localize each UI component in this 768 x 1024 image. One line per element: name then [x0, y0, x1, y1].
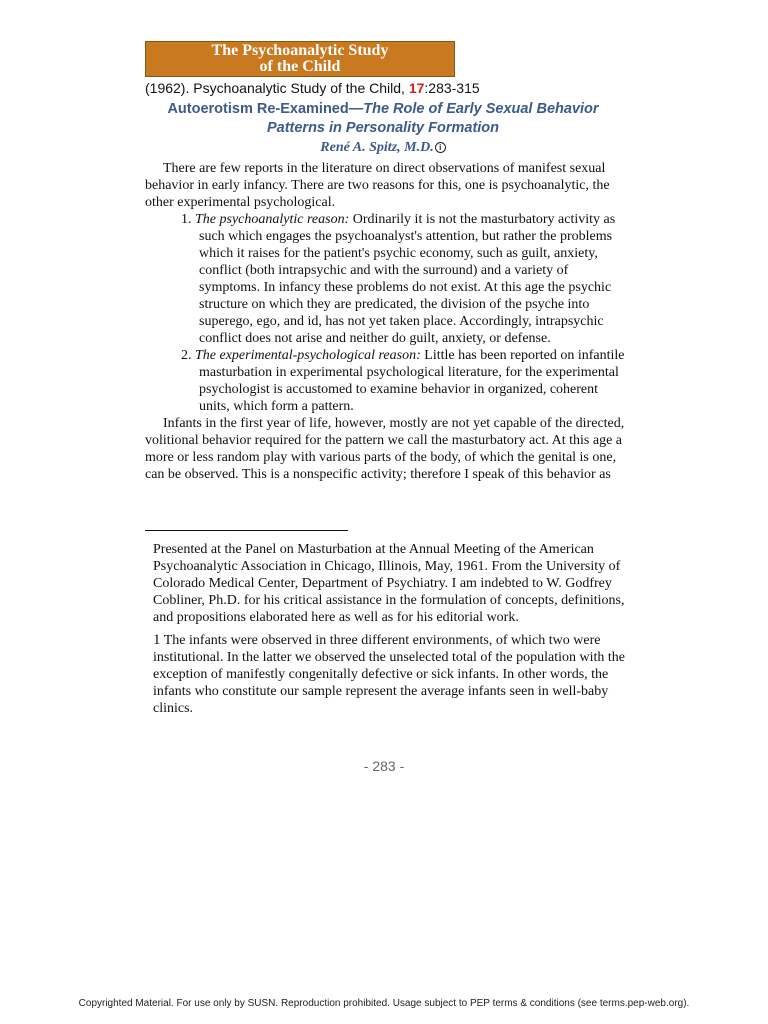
list-item-text: Little has been reported on infantile masturbation in experimental psychological literature, for the experimental psychologist is accustomed to examine behavior in organized, coherent units, which form a pattern.: [199, 348, 625, 414]
footnote-divider: [145, 530, 348, 531]
citation: [145, 79, 625, 97]
citation-prefix: (1962). Psychoanalytic Study of the Child,: [145, 80, 409, 96]
citation-pages: :283-315: [424, 80, 480, 96]
info-icon[interactable]: i: [435, 142, 446, 153]
author-line: [145, 140, 621, 156]
list-item-experimental: [181, 347, 625, 415]
page-number: - 283 -: [363, 758, 405, 774]
footnote-presented: Presented at the Panel on Masturbation at the Annual Meeting of the American Psychoanalytic Association in Chicago, Illinois, May, 1961. From the University of Colorado Medical Center, Department of Psychiatry. I am indebted to W. Godfrey Cobliner, Ph.D. for his critical assistance in the formulation of concepts, definitions, and propositions elaborated here as well as for his editorial work.: [153, 542, 625, 625]
list-item-psychoanalytic: [181, 211, 625, 347]
citation-volume-link[interactable]: 17: [408, 80, 425, 96]
title-part-2: The Role of Early Sexual Behavior Patterns in Personality Formation: [266, 101, 599, 136]
footnote-text: The infants were observed in three different environments, of which two were institutional. In the latter we observed the unselected total of the population with the exception of manifestly congenitally defective or sick infants. In other words, the infants who constitute our sample represent the average infants seen in well-baby clinics.: [153, 633, 625, 716]
journal-banner: [145, 41, 455, 77]
article-body: [145, 160, 625, 483]
article-title: [145, 100, 621, 138]
paragraph-infants: Infants in the first year of life, however, mostly are not yet capable of the directed, volitional behavior required for the pattern we call the masturbatory act. At this age a more or less random play with various parts of the body, of which the genital is one, can be observed. This is a nonspecific activity; therefore I speak of this behavior as: [145, 416, 625, 482]
list-item-text: Ordinarily it is not the masturbatory activity as such which engages the psychoanalyst's attention, but rather the problems which it raises for the patient's psychic economy, such as guilt, anxiety, conflict (both intrapsychic and with the surround) and a variety of symptoms. In infancy these problems do not exist. At this age the psychic structure on which they are predicated, the division of the psyche into superego, ego, and id, has not yet taken place. Accordingly, intrapsychic conflict does not arise and neither do guilt, anxiety, or defense.: [199, 212, 616, 346]
list-item-label: The psychoanalytic reason:: [195, 212, 350, 227]
footnote-number: 1: [153, 632, 161, 648]
list-item-number: 2.: [181, 348, 195, 363]
title-part-1: Autoerotism Re-Examined—: [167, 101, 364, 117]
paragraph-intro: There are few reports in the literature on direct observations of manifest sexual behavior in early infancy. There are two reasons for this, one is psychoanalytic, the other experimental psychological.: [145, 161, 610, 210]
list-item-label: The experimental-psychological reason:: [195, 348, 421, 363]
banner-line-2: of the Child: [259, 58, 341, 75]
author-name: René A. Spitz, M.D.: [320, 140, 434, 155]
banner-line-1: The Psychoanalytic Study: [211, 42, 389, 59]
footnote-1: [153, 632, 628, 717]
footnotes: [153, 541, 628, 717]
list-item-number: 1.: [181, 212, 195, 227]
copyright-notice: Copyrighted Material. For use only by SUSN. Reproduction prohibited. Usage subject to PEP terms & conditions (see terms.pep-web.org).: [78, 998, 690, 1009]
